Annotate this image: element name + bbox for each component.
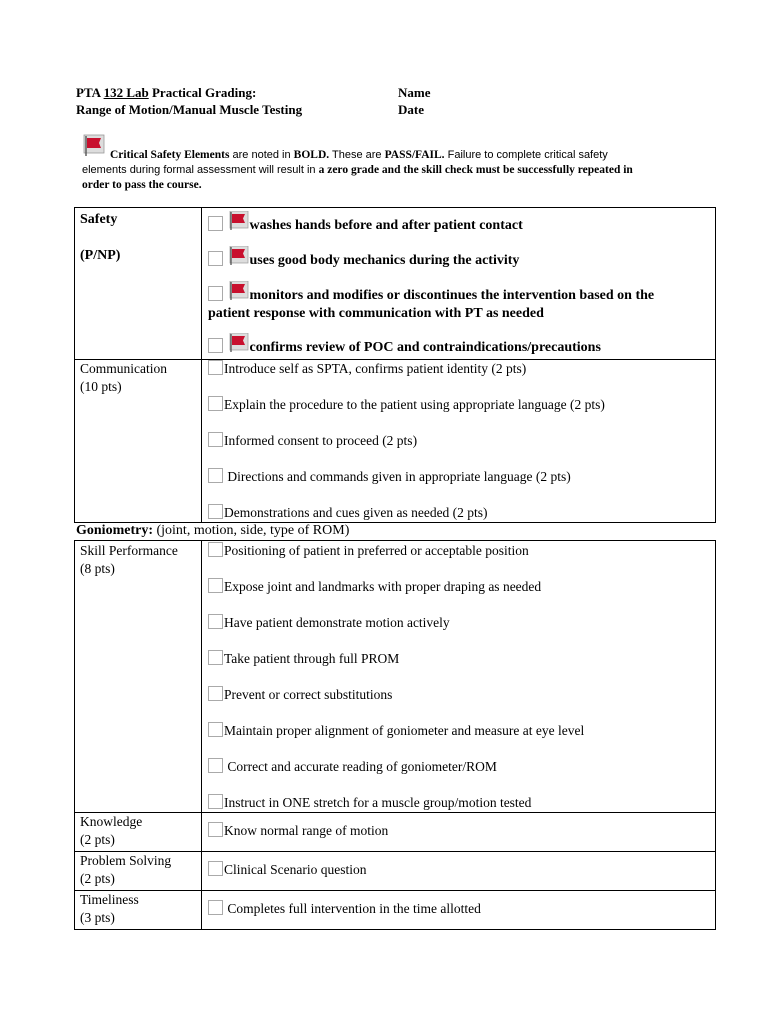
checkbox[interactable] (208, 758, 223, 773)
checkbox[interactable] (208, 542, 223, 557)
safety-pts: (P/NP) (80, 248, 121, 263)
checkbox[interactable] (208, 216, 223, 231)
checkbox[interactable] (208, 861, 223, 876)
safety-communication-table (74, 207, 716, 523)
skill-item: Correct and accurate reading of goniometer/ROM (208, 758, 709, 794)
checkbox[interactable] (208, 686, 223, 701)
communication-pts: (10 pts) (80, 379, 122, 394)
skill-item: Expose joint and landmarks with proper draping as needed (208, 578, 709, 614)
checkbox[interactable] (208, 822, 223, 837)
checkbox[interactable] (208, 614, 223, 629)
problem-solving-label: Problem Solving (80, 853, 172, 868)
communication-items-cell (202, 360, 716, 523)
timeliness-label: Timeliness (80, 892, 139, 907)
safety-item: washes hands before and after patient contact (208, 211, 709, 235)
checkbox[interactable] (208, 360, 223, 375)
communication-item: Introduce self as SPTA, confirms patient identity (2 pts) (208, 360, 709, 396)
knowledge-item-cell (202, 813, 716, 852)
timeliness-pts: (3 pts) (80, 910, 115, 925)
problem-solving-item: Clinical Scenario question (208, 861, 709, 879)
flag-icon (228, 246, 250, 266)
goniometry-heading: Goniometry: (joint, motion, side, type of ROM) (76, 523, 350, 538)
knowledge-pts: (2 pts) (80, 832, 115, 847)
skill-item: Positioning of patient in preferred or acceptable position (208, 542, 709, 578)
name-date-block (398, 84, 431, 118)
safety-notice: Critical Safety Elements are noted in BOLD. These are PASS/FAIL. Failure to complete critical safety elements during formal assessment will result in a zero grade and the skill check must be successfully repeated in order to pass the course. (82, 149, 633, 191)
skill-item: Take patient through full PROM (208, 650, 709, 686)
safety-items-cell (202, 208, 716, 360)
flag-icon (228, 211, 250, 231)
communication-label: Communication (80, 361, 167, 376)
goniometry-table (74, 540, 716, 930)
date-label: Date (398, 102, 424, 117)
communication-item: Demonstrations and cues given as needed (2 pts) (208, 504, 709, 522)
skill-pts: (8 pts) (80, 561, 115, 576)
checkbox[interactable] (208, 900, 223, 915)
checkbox[interactable] (208, 794, 223, 809)
skill-item: Maintain proper alignment of goniometer and measure at eye level (208, 722, 709, 758)
communication-item: Informed consent to proceed (2 pts) (208, 432, 709, 468)
name-label: Name (398, 85, 431, 100)
checkbox[interactable] (208, 722, 223, 737)
course-number: 132 Lab (103, 85, 149, 100)
knowledge-label: Knowledge (80, 814, 143, 829)
checkbox[interactable] (208, 251, 223, 266)
problem-solving-label-cell (75, 852, 202, 891)
checkbox[interactable] (208, 468, 223, 483)
checkbox[interactable] (208, 338, 223, 353)
flag-icon (228, 333, 250, 353)
checkbox[interactable] (208, 504, 223, 519)
checkbox[interactable] (208, 396, 223, 411)
form-title: PTA 132 Lab Practical Grading: Range of Motion/Manual Muscle Testing (76, 85, 303, 117)
form-subtitle: Range of Motion/Manual Muscle Testing (76, 102, 303, 117)
communication-item: Directions and commands given in appropriate language (2 pts) (208, 468, 709, 504)
timeliness-item-cell (202, 891, 716, 930)
safety-item: monitors and modifies or discontinues the intervention based on the patient response with communication with PT as needed (208, 281, 709, 323)
flag-icon (228, 281, 250, 301)
skill-item: Prevent or correct substitutions (208, 686, 709, 722)
communication-label-cell (75, 360, 202, 523)
safety-item: uses good body mechanics during the activity (208, 246, 709, 270)
checkbox[interactable] (208, 578, 223, 593)
skill-item: Have patient demonstrate motion actively (208, 614, 709, 650)
skill-label: Skill Performance (80, 543, 178, 558)
communication-item: Explain the procedure to the patient using appropriate language (2 pts) (208, 396, 709, 432)
timeliness-item: Completes full intervention in the time allotted (208, 900, 709, 918)
skill-label-cell (75, 541, 202, 813)
timeliness-label-cell (75, 891, 202, 930)
knowledge-label-cell (75, 813, 202, 852)
checkbox[interactable] (208, 286, 223, 301)
problem-solving-item-cell (202, 852, 716, 891)
checkbox[interactable] (208, 650, 223, 665)
problem-solving-pts: (2 pts) (80, 871, 115, 886)
checkbox[interactable] (208, 432, 223, 447)
safety-label-cell (75, 208, 202, 360)
knowledge-item: Know normal range of motion (208, 822, 709, 840)
skill-item: Instruct in ONE stretch for a muscle group/motion tested (208, 794, 709, 812)
skill-items-cell (202, 541, 716, 813)
safety-item: confirms review of POC and contraindications/precautions (208, 333, 709, 357)
safety-label: Safety (80, 212, 118, 227)
